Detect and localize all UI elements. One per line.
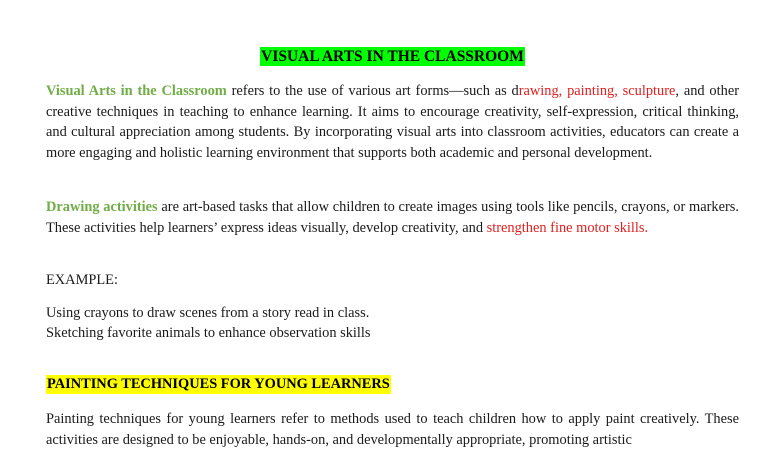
example-label: EXAMPLE: [46,272,118,288]
intro-term: Visual Arts in the Classroom [46,83,227,99]
example-item-2: Sketching favorite animals to enhance observation skills [46,325,371,341]
document-title: VISUAL ARTS IN THE CLASSROOM [261,48,524,65]
title-wrap [46,47,739,66]
painting-paragraph: Painting techniques for young learners refer to methods used to teach children how to apply paint creatively. These activities are designed to be enjoyable, hands-on, and developmentally appropriate, promoting artistic [46,411,739,448]
drawing-term: Drawing activities [46,199,158,215]
drawing-paragraph [46,197,739,238]
intro-paragraph [46,81,739,163]
section-heading-painting: PAINTING TECHNIQUES FOR YOUNG LEARNERS [47,376,390,392]
drawing-highlight: strengthen fine motor skills. [486,219,649,236]
intro-text-2: , and other creative techniques in teaching to enhance learning. It aims to encourage creativity, self-expression, critical thinking, and cultural appreciation among students. By incorporating visual arts into classroom activities, educators can create a more engaging and holistic learning environment that supports both academic and personal development. [46,83,739,161]
intro-highlight: rawing, painting, sculpture [518,83,676,99]
intro-text-1: refers to the use of various art forms—such as d [226,83,519,99]
drawing-text-1: are art-based tasks that allow children to create images using tools like pencils, crayons, or markers. These activities help learners’ express ideas visually, develop creativity, and [46,199,739,236]
example-item-1: Using crayons to draw scenes from a story read in class. [46,305,370,321]
